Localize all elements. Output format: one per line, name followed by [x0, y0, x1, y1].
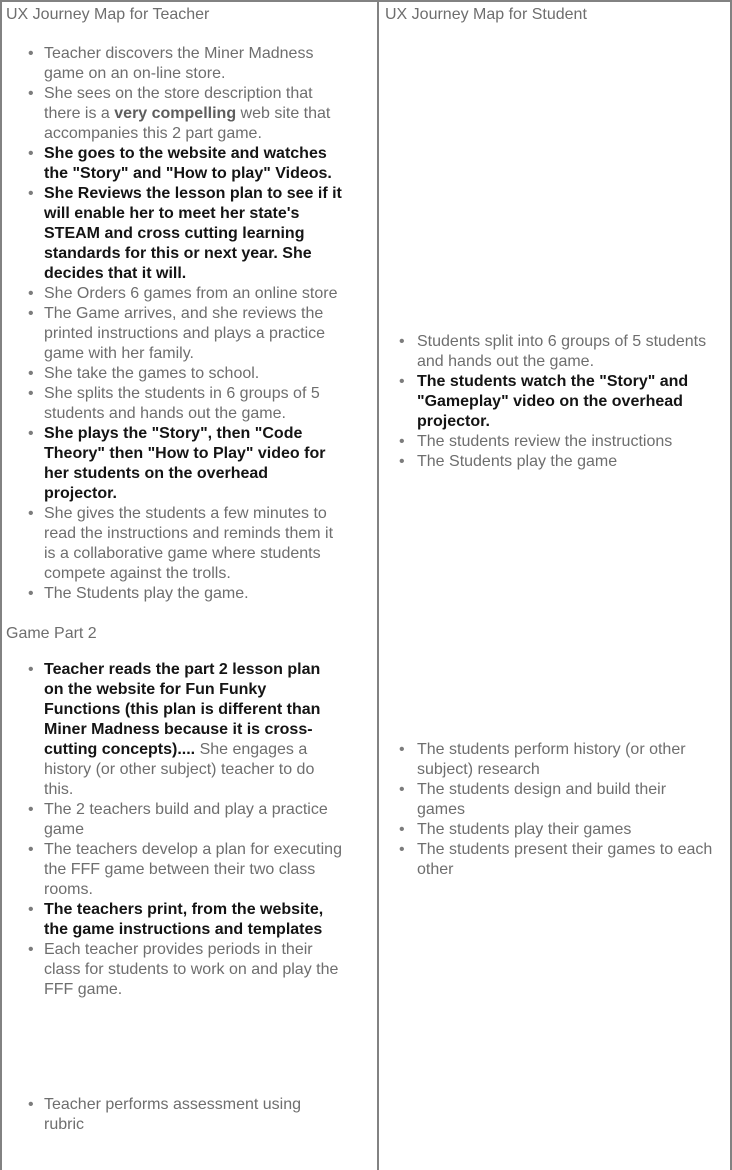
list-item [6, 504, 371, 584]
teacher-assessment-list [6, 1095, 371, 1135]
list-item-text: The Students play the game [417, 453, 618, 470]
list-item [6, 940, 371, 1000]
list-item-text: She engages a history (or other subject) teacher to do this. [44, 741, 315, 798]
list-item-text: web site that accompanies this 2 part game. [44, 105, 331, 142]
list-item-text: She Reviews the lesson plan to see if it will enable her to meet her state's STEAM and cross cutting learning standards for this or next year. She decides that it will. [44, 185, 342, 282]
list-item [6, 900, 371, 940]
list-item-text: She splits the students in 6 groups of 5 students and hands out the game. [44, 385, 320, 422]
list-item [6, 84, 371, 144]
list-item [385, 780, 726, 820]
list-item [6, 184, 371, 284]
list-item-text: The students design and build their games [417, 781, 667, 818]
list-item-text: The Game arrives, and she reviews the printed instructions and plays a practice game with her family. [44, 305, 326, 362]
list-item-text: The 2 teachers build and play a practice game [44, 801, 328, 838]
list-item-text: Teacher reads the part 2 lesson plan on the website for Fun Funky Functions (this plan is different than Miner Madness because it is cross-cutting concepts).... [44, 661, 321, 758]
list-item [6, 364, 371, 384]
teacher-column-header: UX Journey Map for Teacher [6, 6, 210, 23]
list-item [385, 372, 726, 432]
list-item-text: Each teacher provides periods in their class for students to work on and play the FFF game. [44, 941, 339, 998]
list-item [6, 660, 371, 800]
list-item-text: She take the games to school. [44, 365, 260, 382]
student-journey-part2-list [385, 740, 726, 880]
list-item-text: She plays the "Story", then "Code Theory" then "How to Play" video for her students on the overhead projector. [44, 425, 326, 502]
list-item-text: very compelling [114, 105, 237, 122]
teacher-column [0, 2, 379, 1170]
list-item-text: Teacher discovers the Miner Madness game on an on-line store. [44, 45, 314, 82]
list-item-text: The teachers print, from the website, the game instructions and templates [44, 901, 324, 938]
list-item-text: Teacher performs assessment using rubric [44, 1096, 301, 1133]
list-item-text: The students perform history (or other subject) research [417, 741, 686, 778]
list-item [6, 284, 371, 304]
game-part-2-subheader: Game Part 2 [6, 625, 97, 642]
list-item [6, 44, 371, 84]
list-item [385, 840, 726, 880]
list-item [385, 452, 726, 472]
student-column-header: UX Journey Map for Student [385, 6, 587, 23]
teacher-journey-part1-list [6, 44, 371, 604]
list-item [6, 800, 371, 840]
list-item-text: Students split into 6 groups of 5 students and hands out the game. [417, 333, 707, 370]
list-item-text: The students review the instructions [417, 433, 673, 450]
list-item-text: The students watch the "Story" and "Gameplay" video on the overhead projector. [417, 373, 689, 430]
list-item [6, 304, 371, 364]
list-item [6, 840, 371, 900]
teacher-journey-part2-list [6, 660, 371, 1000]
list-item-text: The students play their games [417, 821, 632, 838]
list-item [6, 144, 371, 184]
student-journey-part1-list [385, 332, 726, 472]
list-item [6, 384, 371, 424]
list-item-text: The teachers develop a plan for executing the FFF game between their two class rooms. [44, 841, 342, 898]
list-item [6, 424, 371, 504]
list-item-text: She Orders 6 games from an online store [44, 285, 338, 302]
list-item [6, 1095, 371, 1135]
list-item [385, 740, 726, 780]
list-item [385, 432, 726, 452]
list-item-text: She gives the students a few minutes to read the instructions and reminds them it is a collaborative game where students compete against the trolls. [44, 505, 334, 582]
list-item [385, 332, 726, 372]
list-item [6, 584, 371, 604]
list-item-text: The Students play the game. [44, 585, 249, 602]
list-item [385, 820, 726, 840]
student-column [379, 2, 732, 1170]
list-item-text: She sees on the store description that there is a [44, 85, 313, 122]
list-item-text: She goes to the website and watches the "Story" and "How to play" Videos. [44, 145, 332, 182]
list-item-text: The students present their games to each other [417, 841, 713, 878]
